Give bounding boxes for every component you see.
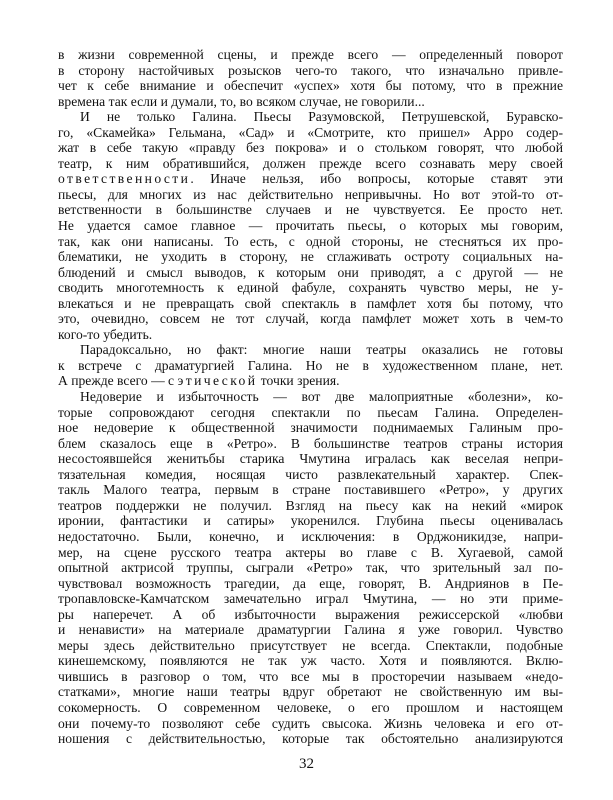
text-line [58, 576, 563, 592]
text-line [58, 467, 563, 483]
text-segment: Парадоксально, но факт: многие наши театры оказались не готовы [80, 342, 563, 358]
text-segment: ное недоверие к общественной значимости поднимаемых Галиным про- [58, 420, 563, 436]
text-segment: недостаточно. Были, конечно, и исключения: в Орджоникидзе, напри- [58, 528, 563, 544]
text-line [58, 218, 563, 234]
text-segment: статками», многие наши театры вдруг обретают не свойственную им вы- [58, 684, 563, 700]
text-segment: сводить многотемность к единой фабуле, сохранять чувство меры, не у- [58, 280, 563, 296]
text-segment: в сторону настойчивых розысков чего-то такого, что изначально привле- [58, 62, 563, 78]
text-line [58, 94, 563, 110]
text-line [58, 700, 563, 716]
text-segment: это, очевидно, совсем не тот случай, когда памфлет может хоть в чем-то [58, 311, 563, 327]
text-line [58, 63, 563, 79]
text-line [58, 451, 563, 467]
text-segment: кого-то убедить. [58, 326, 153, 342]
text-line [58, 529, 563, 545]
text-segment: они почему-то позволяют себе судить свысока. Жизнь человека и его от- [58, 715, 563, 731]
text-segment: театр, к ним обратившийся, должен прежде всего сознавать меру своей [58, 155, 563, 171]
text-line [58, 327, 563, 343]
text-line [58, 47, 563, 63]
text-line [58, 171, 563, 187]
text-line [58, 373, 563, 389]
text-segment: мер, на сцене русского театра актеры во главе с В. Хугаевой, самой [58, 544, 563, 560]
text-segment: несостоявшейся женитьбы старика Чмутина игралась как веселая непри- [58, 451, 563, 467]
text-segment: тязательная комедия, носящая чисто развлекательный характер. Спек- [58, 466, 563, 482]
text-segment: торые сопровождают сегодня спектакли по пьесам Галина. Определен- [58, 404, 563, 420]
text-line [58, 436, 563, 452]
text-line [58, 405, 563, 421]
text-line [58, 342, 563, 358]
text-line [58, 389, 563, 405]
text-segment: времена так если и думали, то, во всяком случае, не говорили... [58, 93, 425, 109]
text-line [58, 296, 563, 312]
text-line [58, 716, 563, 732]
text-line [58, 249, 563, 265]
text-segment: иронии, фантастики и сатиры» укоренился. Глубина пьесы оценивалась [58, 513, 563, 529]
text-segment: в жизни современной сцены, и прежде всего — определенный поворот [58, 47, 563, 62]
text-segment: Не удается самое главное — прочитать пьесы, о которых мы говорим, [58, 218, 563, 234]
text-line [58, 545, 563, 561]
text-line [58, 622, 563, 638]
text-segment: ношения с действительностью, которые так обстоятельно анализируются [58, 731, 563, 747]
text-line [58, 140, 563, 156]
text-line [58, 156, 563, 172]
text-line [58, 420, 563, 436]
text-line [58, 638, 563, 654]
text-segment: жат в себе такую «правду без покрова» и о стольком говорят, что любой [58, 140, 563, 156]
text-line [58, 513, 563, 529]
text-line [58, 265, 563, 281]
text-segment: ры наперечет. А об избыточности выражения режиссерской «любви [58, 606, 563, 622]
text-segment: кинешемскому, появляются не так уж часто. Хотя и появляются. Вклю- [58, 653, 563, 669]
text-line [58, 731, 563, 747]
text-segment: чившись в разговор о том, что все мы в просторечии называем «недо- [58, 668, 563, 684]
text-line [58, 187, 563, 203]
text-segment: влекаться и не превращать свой спектакль в памфлет хотя бы потому, что [58, 295, 563, 311]
text-line [58, 109, 563, 125]
text-line [58, 358, 563, 374]
text-line [58, 125, 563, 141]
spaced-emphasis: ответственности [58, 171, 191, 187]
text-line [58, 482, 563, 498]
text-line [58, 653, 563, 669]
text-segment: И не только Галина. Пьесы Разумовской, Петрушевской, Буравско- [80, 109, 563, 125]
text-segment: Недоверие и избыточность — вот две малоприятные «болезни», ко- [80, 389, 563, 405]
text-line [58, 669, 563, 685]
text-segment: . Иначе нельзя, ибо вопросы, которые ставят эти [190, 171, 563, 187]
text-segment: чувствовал возможность трагедии, да еще, говорят, В. Андриянов в Пе- [58, 575, 563, 591]
text-segment: к встрече с драматургией Галина. Но не в художественном плане, нет. [58, 357, 563, 373]
text-line [58, 607, 563, 623]
text-segment: блем сказалось еще в «Ретро». В большинстве театров страны история [58, 435, 563, 451]
text-segment: го, «Скамейка» Гельмана, «Сад» и «Смотрите, кто пришел» Арро содер- [58, 124, 563, 140]
text-line [58, 78, 563, 94]
text-segment: ветственности в большинстве случаев и не чувствуется. Ее просто нет. [58, 202, 563, 218]
text-segment: А прежде всего — с [58, 373, 178, 389]
text-segment: так, как они написаны. То есть, с одной стороны, не стесняться их про- [58, 233, 563, 249]
text-segment: тропавловске-Камчатском замечательно играл Чмутина, — но эти приме- [58, 591, 563, 607]
text-segment: и ненависти» на материале драматургии Галина я уже говорил. Чувство [58, 622, 563, 638]
spaced-emphasis: этической [177, 373, 258, 389]
text-segment: сокомерность. О современном человеке, о его прошлом и настоящем [58, 699, 563, 715]
text-segment: театров поддержки не получил. Взгляд на пьесу как на некий «мирок [58, 497, 563, 513]
text-line [58, 202, 563, 218]
text-line [58, 234, 563, 250]
body-text [58, 47, 563, 747]
text-segment: блюдений и смысл выводов, к которым они приводят, а с другой — не [58, 264, 563, 280]
text-line [58, 560, 563, 576]
text-line [58, 591, 563, 607]
text-segment: такль Малого театра, первым в стране поставившего «Ретро», у других [58, 482, 563, 498]
text-line [58, 498, 563, 514]
text-segment: точки зрения. [257, 373, 340, 389]
text-segment: блематики, не уходить в сторону, не сглаживать остроту социальных на- [58, 249, 563, 265]
text-line [58, 280, 563, 296]
text-segment: чет к себе внимание и обеспечит «успех» хотя бы потому, что в прежние [58, 78, 563, 94]
text-segment: пьесы, для многих из нас действительно непривычны. Но вот этой-то от- [58, 186, 563, 202]
text-segment: опытной актрисой труппы, сыграли «Ретро» так, что зрительный зал по- [58, 560, 563, 576]
text-line [58, 684, 563, 700]
page-number: 32 [299, 756, 314, 772]
text-segment: меры здесь действительно присутствует не всегда. Спектакли, подобные [58, 637, 563, 653]
text-line [58, 311, 563, 327]
